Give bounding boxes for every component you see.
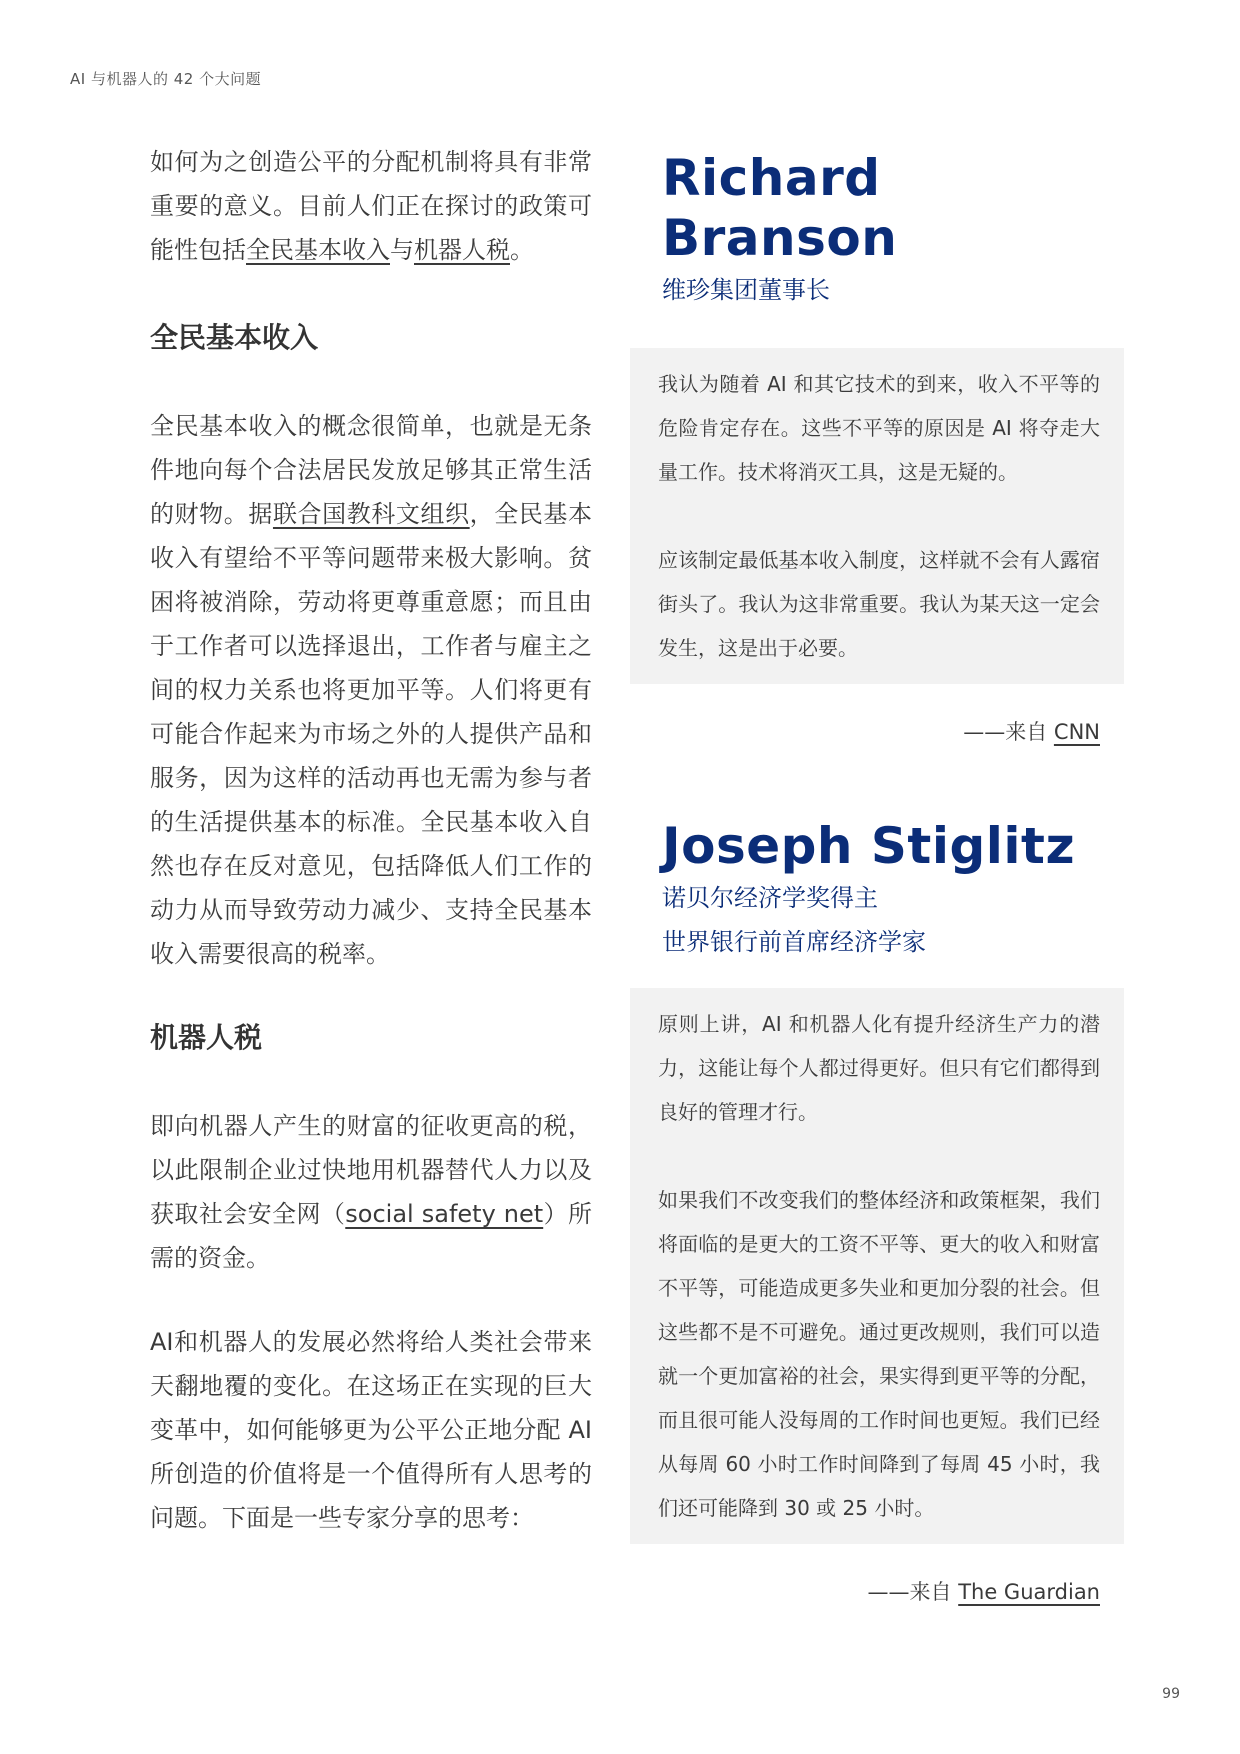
expert-block-stiglitz: [630, 816, 1124, 1606]
ubi-text-1: 全民基本收入的概念很简单，也就是无条件地向每个合法居民发放足够其正常生活的财物。据: [150, 412, 592, 528]
source-prefix: ——来自: [867, 1580, 952, 1604]
intro-text: 如何为之创造公平的分配机制将具有非常重要的意义。目前人们正在探讨的政策可能性包括: [150, 148, 592, 264]
quote-paragraph: 应该制定最低基本收入制度，这样就不会有人露宿街头了。我认为这非常重要。我认为某天这一定会发生，这是出于必要。: [658, 548, 1100, 660]
ubi-link[interactable]: 全民基本收入: [246, 236, 390, 264]
expert-name: Joseph Stiglitz: [662, 817, 1076, 875]
quote-paragraph: 如果我们不改变我们的整体经济和政策框架，我们将面临的是更大的工资不平等、更大的收入和财富不平等，可能造成更多失业和更加分裂的社会。但这些都不是不可避免。通过更改规则，我们可以造就一个更加富裕的社会，果实得到更平等的分配，而且很可能人没每周的工作时间也更短。我们已经从每周 60 小时工作时间降到了每周 45 小时，我们还可能降到 30 或 25 小时。: [658, 1188, 1100, 1520]
intro-end: 。: [510, 236, 534, 264]
unesco-link[interactable]: 联合国教科文组织: [272, 500, 470, 528]
quote-box: [630, 988, 1124, 1544]
quote-box: [630, 348, 1124, 684]
intro-conjunction: 与: [390, 236, 414, 264]
expert-role: 维珍集团董事长: [662, 276, 830, 304]
robot-tax-link[interactable]: 机器人税: [414, 236, 510, 264]
robot-tax-heading: 机器人税: [150, 1021, 263, 1054]
running-header: AI 与机器人的 42 个大问题: [70, 70, 262, 88]
expert-name: Richard Branson: [662, 149, 898, 267]
robot-tax-paragraph: [150, 1104, 592, 1280]
closing-paragraph: AI和机器人的发展必然将给人类社会带来天翻地覆的变化。在这场正在实现的巨大变革中，如何能够更为公平公正地分配 AI 所创造的价值将是一个值得所有人思考的问题。下面是一些专家分享的思考：: [150, 1328, 592, 1532]
expert-role: 诺贝尔经济学奖得主: [662, 884, 878, 912]
expert-block-branson: [630, 148, 1124, 746]
robot-tax-text-1: 即向机器人产生的财富的征收更高的税，以此限制企业过快地用机器替代人力以及获取社会安全网（: [150, 1112, 592, 1228]
quote-paragraph: 原则上讲，AI 和机器人化有提升经济生产力的潜力，这能让每个人都过得更好。但只有它们都得到良好的管理才行。: [658, 1012, 1100, 1124]
ubi-paragraph: [150, 404, 592, 976]
main-text-column: [150, 140, 592, 1540]
ubi-heading: 全民基本收入: [150, 321, 319, 354]
quote-paragraph: 我认为随着 AI 和其它技术的到来，收入不平等的危险肯定存在。这些不平等的原因是 AI 将夺走大量工作。技术将消灭工具，这是无疑的。: [658, 372, 1100, 484]
source-link-cnn[interactable]: CNN: [1053, 720, 1100, 744]
quote-source: [630, 1576, 1124, 1606]
expert-quotes-column: [630, 148, 1124, 1606]
page-number: 99: [1162, 1686, 1180, 1702]
source-link-guardian[interactable]: The Guardian: [958, 1580, 1100, 1604]
quote-source: [630, 716, 1124, 746]
source-prefix: ——来自: [963, 720, 1048, 744]
social-safety-net-link[interactable]: social safety net: [345, 1200, 544, 1228]
robot-tax-text-2: ）所需的资金。: [150, 1200, 593, 1272]
intro-paragraph: [150, 140, 592, 272]
expert-role: 世界银行前首席经济学家: [662, 928, 926, 956]
ubi-text-2: ，全民基本收入有望给不平等问题带来极大影响。贫困将被消除，劳动将更尊重意愿；而且由于工作者可以选择退出，工作者与雇主之间的权力关系也将更加平等。人们将更有可能合作起来为市场之外的人提供产品和服务，因为这样的活动再也无需为参与者的生活提供基本的标准。全民基本收入自然也存在反对意见，包括降低人们工作的动力从而导致劳动力减少、支持全民基本收入需要很高的税率。: [150, 500, 593, 968]
